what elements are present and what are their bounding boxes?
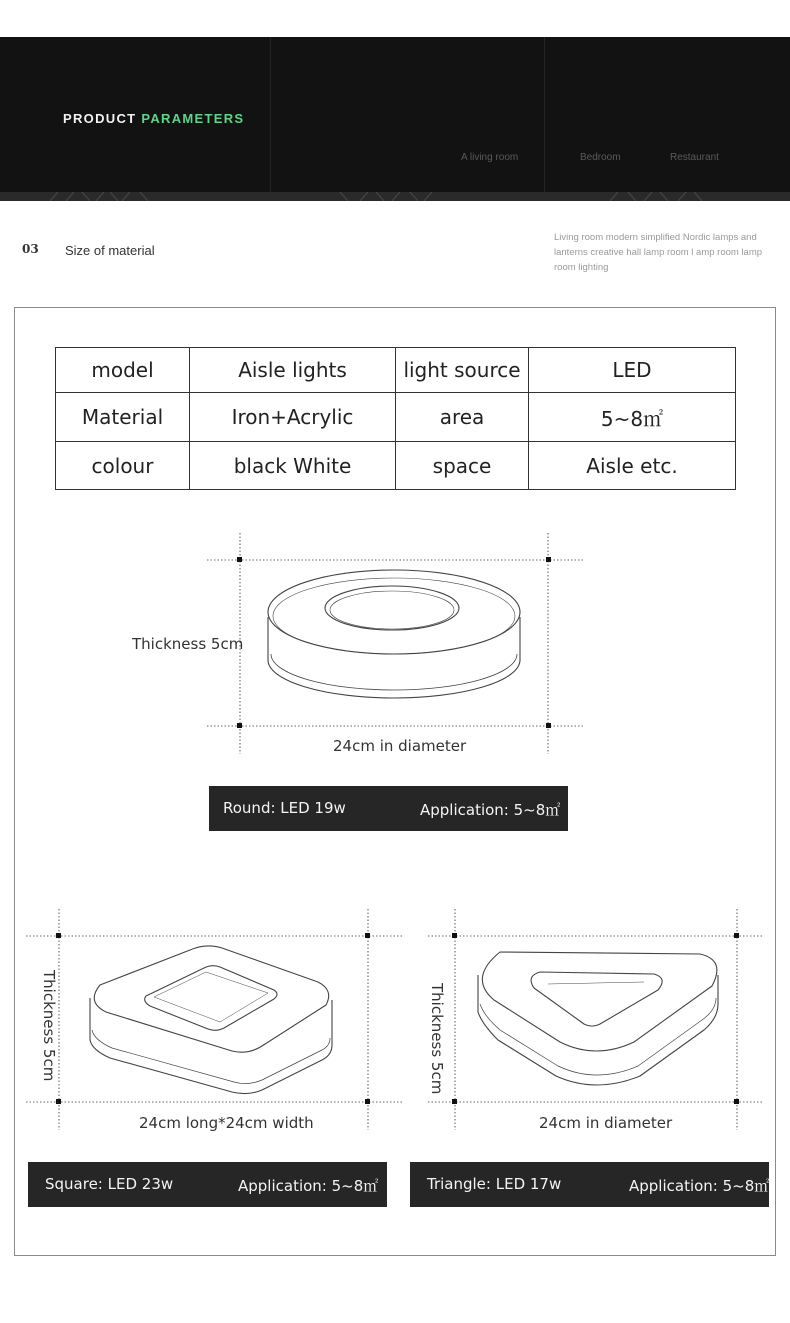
round-spec-bar (209, 786, 568, 831)
triangle-diameter-label: 24cm in diameter (539, 1114, 673, 1132)
square-lamp-drawing (20, 905, 410, 1135)
room-label-restaurant: Restaurant (670, 152, 719, 163)
table-cell: area (396, 393, 529, 442)
table-cell: colour (56, 442, 190, 490)
table-cell: black White (190, 442, 396, 490)
round-diameter-label: 24cm in diameter (333, 737, 467, 755)
banner-title-main: PRODUCT (63, 111, 137, 126)
table-cell: model (56, 348, 190, 393)
table-row (56, 393, 736, 442)
banner-title (63, 111, 244, 126)
section-title: Size of material (65, 243, 155, 258)
round-lamp-drawing (200, 530, 590, 760)
section-number: 03 (22, 242, 39, 256)
lattice-pattern (0, 192, 790, 201)
round-power-label: Round: LED 19w (223, 799, 346, 817)
triangle-spec-bar (410, 1162, 769, 1207)
square-application-label: Application: 5~8㎡ (238, 1177, 379, 1195)
banner-room-panel (544, 37, 790, 192)
banner-title-accent: PARAMETERS (141, 111, 245, 126)
banner-room-panel (270, 37, 544, 192)
round-application-label: Application: 5~8㎡ (420, 801, 561, 819)
triangle-thickness-label: Thickness 5cm (428, 983, 446, 1095)
spec-table (55, 347, 736, 490)
table-cell: Aisle lights (190, 348, 396, 393)
table-row (56, 442, 736, 490)
table-cell: space (396, 442, 529, 490)
round-thickness-label: Thickness 5cm (132, 635, 244, 653)
triangle-application-label: Application: 5~8㎡ (629, 1177, 770, 1195)
table-row (56, 348, 736, 393)
table-cell: Aisle etc. (529, 442, 736, 490)
table-cell: Iron+Acrylic (190, 393, 396, 442)
room-label-bedroom: Bedroom (580, 152, 621, 163)
square-spec-bar (28, 1162, 387, 1207)
banner-pattern-strip (0, 192, 790, 201)
square-thickness-label: Thickness 5cm (40, 970, 58, 1082)
table-cell: LED (529, 348, 736, 393)
square-power-label: Square: LED 23w (45, 1175, 174, 1193)
triangle-lamp-drawing (420, 905, 780, 1135)
product-parameters-banner (0, 37, 790, 201)
table-cell: 5~8㎡ (529, 393, 736, 442)
room-label-living-room: A living room (461, 152, 519, 163)
table-cell: light source (396, 348, 529, 393)
triangle-power-label: Triangle: LED 17w (427, 1175, 562, 1193)
section-description: Living room modern simplified Nordic lamps and lanterns creative hall lamp room l amp room lamp room lighting (554, 232, 763, 273)
square-size-label: 24cm long*24cm width (139, 1114, 314, 1132)
table-cell: Material (56, 393, 190, 442)
